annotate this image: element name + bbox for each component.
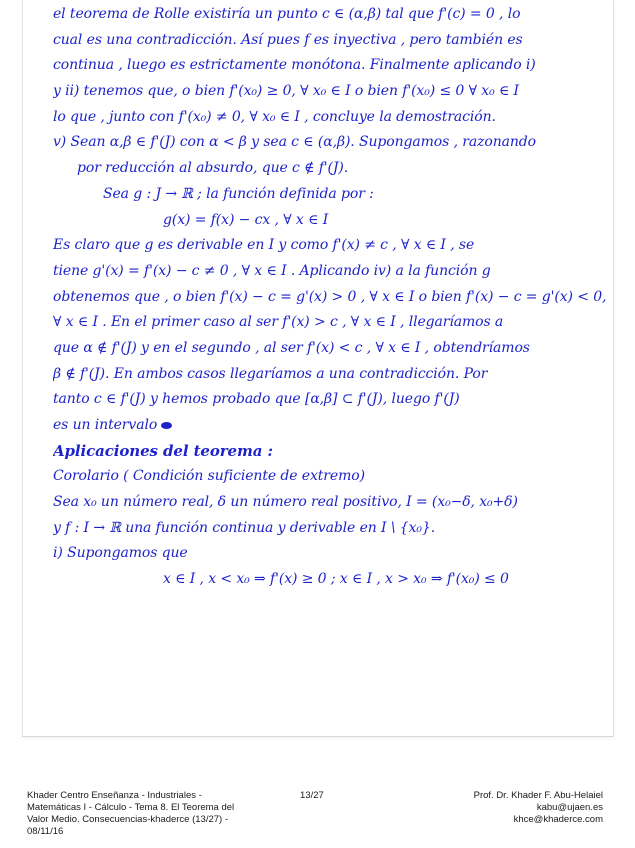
- note-line: por reducción al absurdo, que c ∉ f'(J).: [77, 160, 349, 177]
- footer-email-khaderce: khce@khaderce.com: [513, 814, 603, 825]
- note-line: g(x) = f(x) − cx , ∀ x ∈ I: [163, 211, 329, 228]
- footer-page-number: 13/27: [300, 790, 324, 801]
- note-line: β ∉ f'(J). En ambos casos llegaríamos a una contradicción. Por: [53, 365, 488, 382]
- note-line: Sea g : J → ℝ ; la función definida por :: [103, 185, 374, 202]
- note-line: que α ∉ f'(J) y en el segundo , al ser f'(x) < c , ∀ x ∈ I , obtendríamos: [53, 339, 530, 356]
- note-line: Es claro que g es derivable en I y como f'(x) ≠ c , ∀ x ∈ I , se: [53, 237, 475, 254]
- note-line-with-end-mark: [53, 413, 623, 439]
- note-line-text: es un intervalo: [53, 417, 158, 433]
- document-page: [22, 0, 614, 737]
- section-heading: Aplicaciones del teorema :: [53, 441, 273, 460]
- note-line: continua , luego es estrictamente monótona. Finalmente aplicando i): [53, 57, 536, 74]
- page-footer: [0, 790, 635, 848]
- footer-email-ujaen: kabu@ujaen.es: [536, 802, 603, 813]
- footer-document-info: Khader Centro Enseñanza - Industriales - Matemáticas I - Cálculo - Tema 8. El Teorema del Valor Medio. Consecuencias-khaderce (13/27) - 08/11/16: [27, 790, 235, 837]
- corollary-title: Corolario ( Condición suficiente de extremo): [53, 468, 365, 485]
- note-line: y f : I → ℝ una función continua y derivable en I \ {x₀}.: [53, 519, 436, 536]
- note-line: lo que , junto con f'(x₀) ≠ 0, ∀ x₀ ∈ I , concluye la demostración.: [53, 108, 496, 125]
- footer-author: Prof. Dr. Khader F. Abu-Helaiel: [473, 790, 603, 801]
- note-line: cual es una contradicción. Así pues f es inyectiva , pero también es: [53, 31, 523, 48]
- footer-author-block: [474, 790, 603, 826]
- note-line: x ∈ I , x < x₀ ⇒ f'(x) ≥ 0 ; x ∈ I , x > x₀ ⇒ f'(x₀) ≤ 0: [163, 571, 509, 588]
- note-line: Sea x₀ un número real, δ un número real positivo, I = (x₀−δ, x₀+δ): [53, 494, 518, 511]
- note-line: i) Supongamos que: [53, 545, 188, 562]
- note-line: tanto c ∈ f'(J) y hemos probado que [α,β] ⊂ f'(J), luego f'(J): [53, 391, 460, 408]
- handwritten-notes: [53, 2, 623, 593]
- note-line: ∀ x ∈ I . En el primer caso al ser f'(x) > c , ∀ x ∈ I , llegaríamos a: [53, 314, 504, 331]
- note-line: el teorema de Rolle existiría un punto c ∈ (α,β) tal que f'(c) = 0 , lo: [53, 6, 521, 22]
- end-of-proof-mark: [161, 422, 172, 429]
- note-line: obtenemos que , o bien f'(x) − c = g'(x) > 0 , ∀ x ∈ I o bien f'(x) − c = g'(x) < 0,: [53, 288, 607, 305]
- note-line: y ii) tenemos que, o bien f'(x₀) ≥ 0, ∀ x₀ ∈ I o bien f'(x₀) ≤ 0 ∀ x₀ ∈ I: [53, 83, 519, 100]
- note-line: tiene g'(x) = f'(x) − c ≠ 0 , ∀ x ∈ I . Aplicando iv) a la función g: [53, 262, 491, 279]
- note-line: v) Sean α,β ∈ f'(J) con α < β y sea c ∈ (α,β). Supongamos , razonando: [53, 134, 536, 151]
